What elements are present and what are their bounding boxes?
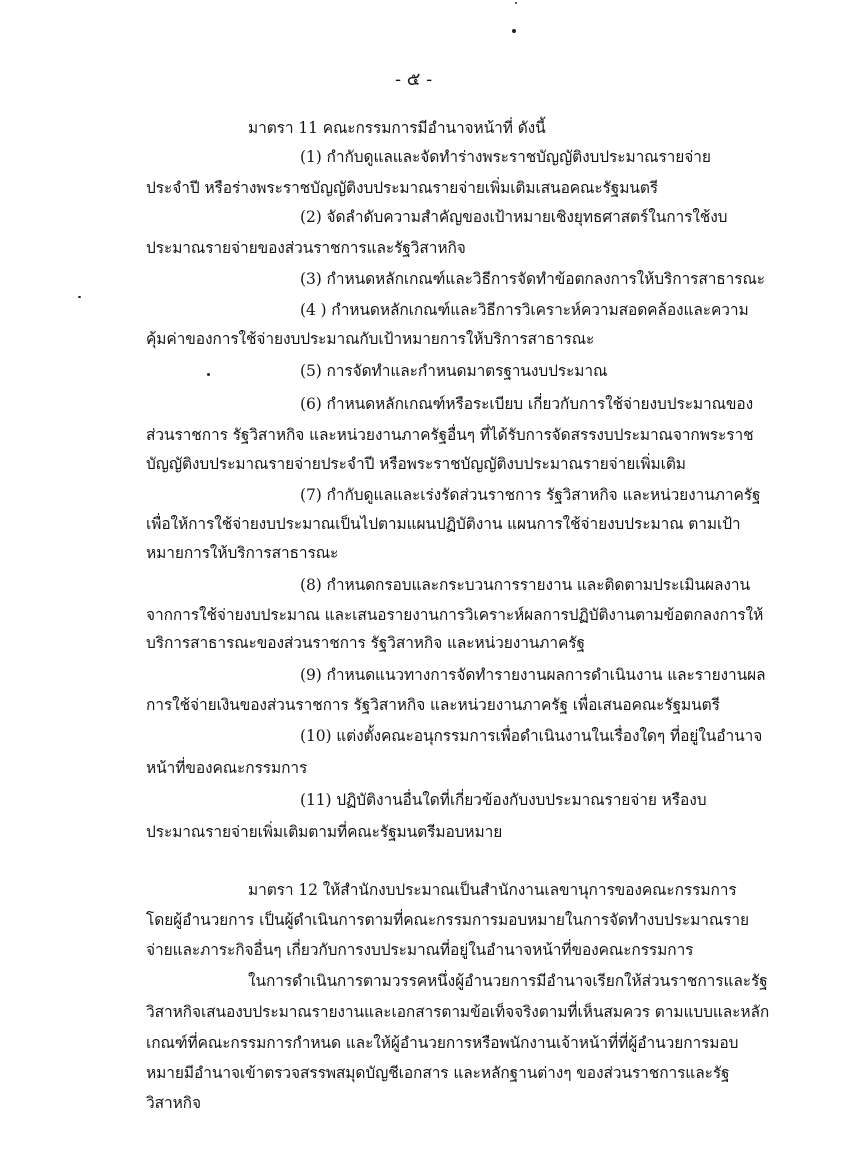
text-line: (7) กำกับดูแลและเร่งรัดส่วนราชการ รัฐวิสาหกิจ และหน่วยงานภาครัฐ	[300, 486, 761, 504]
text-line: (2) จัดลำดับความสำคัญของเป้าหมายเชิงยุทธศาสตร์ในการใช้งบ	[300, 208, 728, 226]
text-line: บัญญัติงบประมาณรายจ่ายประจำปี หรือพระราชบัญญัติงบประมาณรายจ่ายเพิ่มเติม	[146, 455, 686, 473]
text-line: ประมาณรายจ่ายเพิ่มเติมตามที่คณะรัฐมนตรีมอบหมาย	[146, 823, 503, 841]
scan-speck	[78, 296, 81, 298]
text-line: (1) กำกับดูแลและจัดทำร่างพระราชบัญญัติงบประมาณรายจ่าย	[300, 148, 711, 166]
text-line: หน้าที่ของคณะกรรมการ	[146, 759, 308, 777]
text-line: วิสาหกิจ	[146, 1094, 201, 1112]
text-line: (3) กำหนดหลักเกณฑ์และวิธีการจัดทำข้อตกลงการให้บริการสาธารณะ	[300, 270, 765, 288]
text-line: เพื่อให้การใช้จ่ายงบประมาณเป็นไปตามแผนปฏิบัติงาน แผนการใช้จ่ายงบประมาณ ตามเป้า	[146, 515, 741, 533]
text-line: บริการสาธารณะของส่วนราชการ รัฐวิสาหกิจ และหน่วยงานภาครัฐ	[146, 634, 585, 652]
text-line: จ่ายและภาระกิจอื่นๆ เกี่ยวกับการงบประมาณที่อยู่ในอำนาจหน้าที่ของคณะกรรมการ	[146, 941, 694, 959]
scan-speck	[512, 29, 516, 33]
text-line: ส่วนราชการ รัฐวิสาหกิจ และหน่วยงานภาครัฐอื่นๆ ที่ได้รับการจัดสรรงบประมาณจากพระราช	[146, 426, 754, 444]
text-line: (8) กำหนดกรอบและกระบวนการรายงาน และติดตามประเมินผลงาน	[300, 576, 750, 594]
page-number: - ๕ -	[395, 69, 433, 90]
text-line: เกณฑ์ที่คณะกรรมการกำหนด และให้ผู้อำนวยการหรือพนักงานเจ้าหน้าที่ที่ผู้อำนวยการมอบ	[146, 1034, 739, 1052]
text-line: (5) การจัดทำและกำหนดมาตรฐานงบประมาณ	[300, 362, 608, 380]
text-line: (11) ปฏิบัติงานอื่นใดที่เกี่ยวข้องกับงบประมาณรายจ่าย หรืองบ	[300, 791, 707, 809]
scan-speck	[207, 373, 210, 376]
text-line: ประมาณรายจ่ายของส่วนราชการและรัฐวิสาหกิจ	[146, 239, 466, 257]
text-line: (9) กำหนดแนวทางการจัดทำรายงานผลการดำเนินงาน และรายงานผล	[300, 666, 766, 684]
text-line: (6) กำหนดหลักเกณฑ์หรือระเบียบ เกี่ยวกับการใช้จ่ายงบประมาณของ	[300, 395, 754, 413]
text-line: (10) แต่งตั้งคณะอนุกรรมการเพื่อดำเนินงานในเรื่องใดๆ ที่อยู่ในอำนาจ	[300, 727, 763, 745]
text-line: การใช้จ่ายเงินของส่วนราชการ รัฐวิสาหกิจ และหน่วยงานภาครัฐ เพื่อเสนอคณะรัฐมนตรี	[146, 696, 720, 714]
text-line: หมายมีอำนาจเข้าตรวจสรรพสมุดบัญชีเอกสาร และหลักฐานต่างๆ ของส่วนราชการและรัฐ	[146, 1064, 730, 1082]
text-line: ประจำปี หรือร่างพระราชบัญญัติงบประมาณรายจ่ายเพิ่มเติมเสนอคณะรัฐมนตรี	[146, 179, 659, 197]
section-12-heading: มาตรา 12 ให้สำนักงบประมาณเป็นสำนักงานเลขานุการของคณะกรรมการ	[248, 881, 737, 899]
text-line: (4 ) กำหนดหลักเกณฑ์และวิธีการวิเคราะห์ความสอดคล้องและความ	[300, 301, 749, 319]
text-line: โดยผู้อำนวยการ เป็นผู้ดำเนินการตามที่คณะกรรมการมอบหมายในการจัดทำงบประมาณราย	[146, 911, 749, 929]
text-line: คุ้มค่าของการใช้จ่ายงบประมาณกับเป้าหมายการให้บริการสาธารณะ	[146, 330, 595, 348]
text-line: ในการดำเนินการตามวรรคหนึ่งผู้อำนวยการมีอำนาจเรียกให้ส่วนราชการและรัฐ	[248, 972, 768, 990]
text-line: จากการใช้จ่ายงบประมาณ และเสนอรายงานการวิเคราะห์ผลการปฏิบัติงานตามข้อตกลงการให้	[146, 606, 764, 624]
text-line: หมายการให้บริการสาธารณะ	[146, 544, 339, 562]
section-11-heading: มาตรา 11 คณะกรรมการมีอำนาจหน้าที่ ดังนี้	[248, 119, 546, 137]
text-line: วิสาหกิจเสนองบประมาณรายงานและเอกสารตามข้อเท็จจริงตามที่เห็นสมควร ตามแบบและหลัก	[146, 1003, 770, 1021]
scan-speck	[515, 2, 517, 4]
